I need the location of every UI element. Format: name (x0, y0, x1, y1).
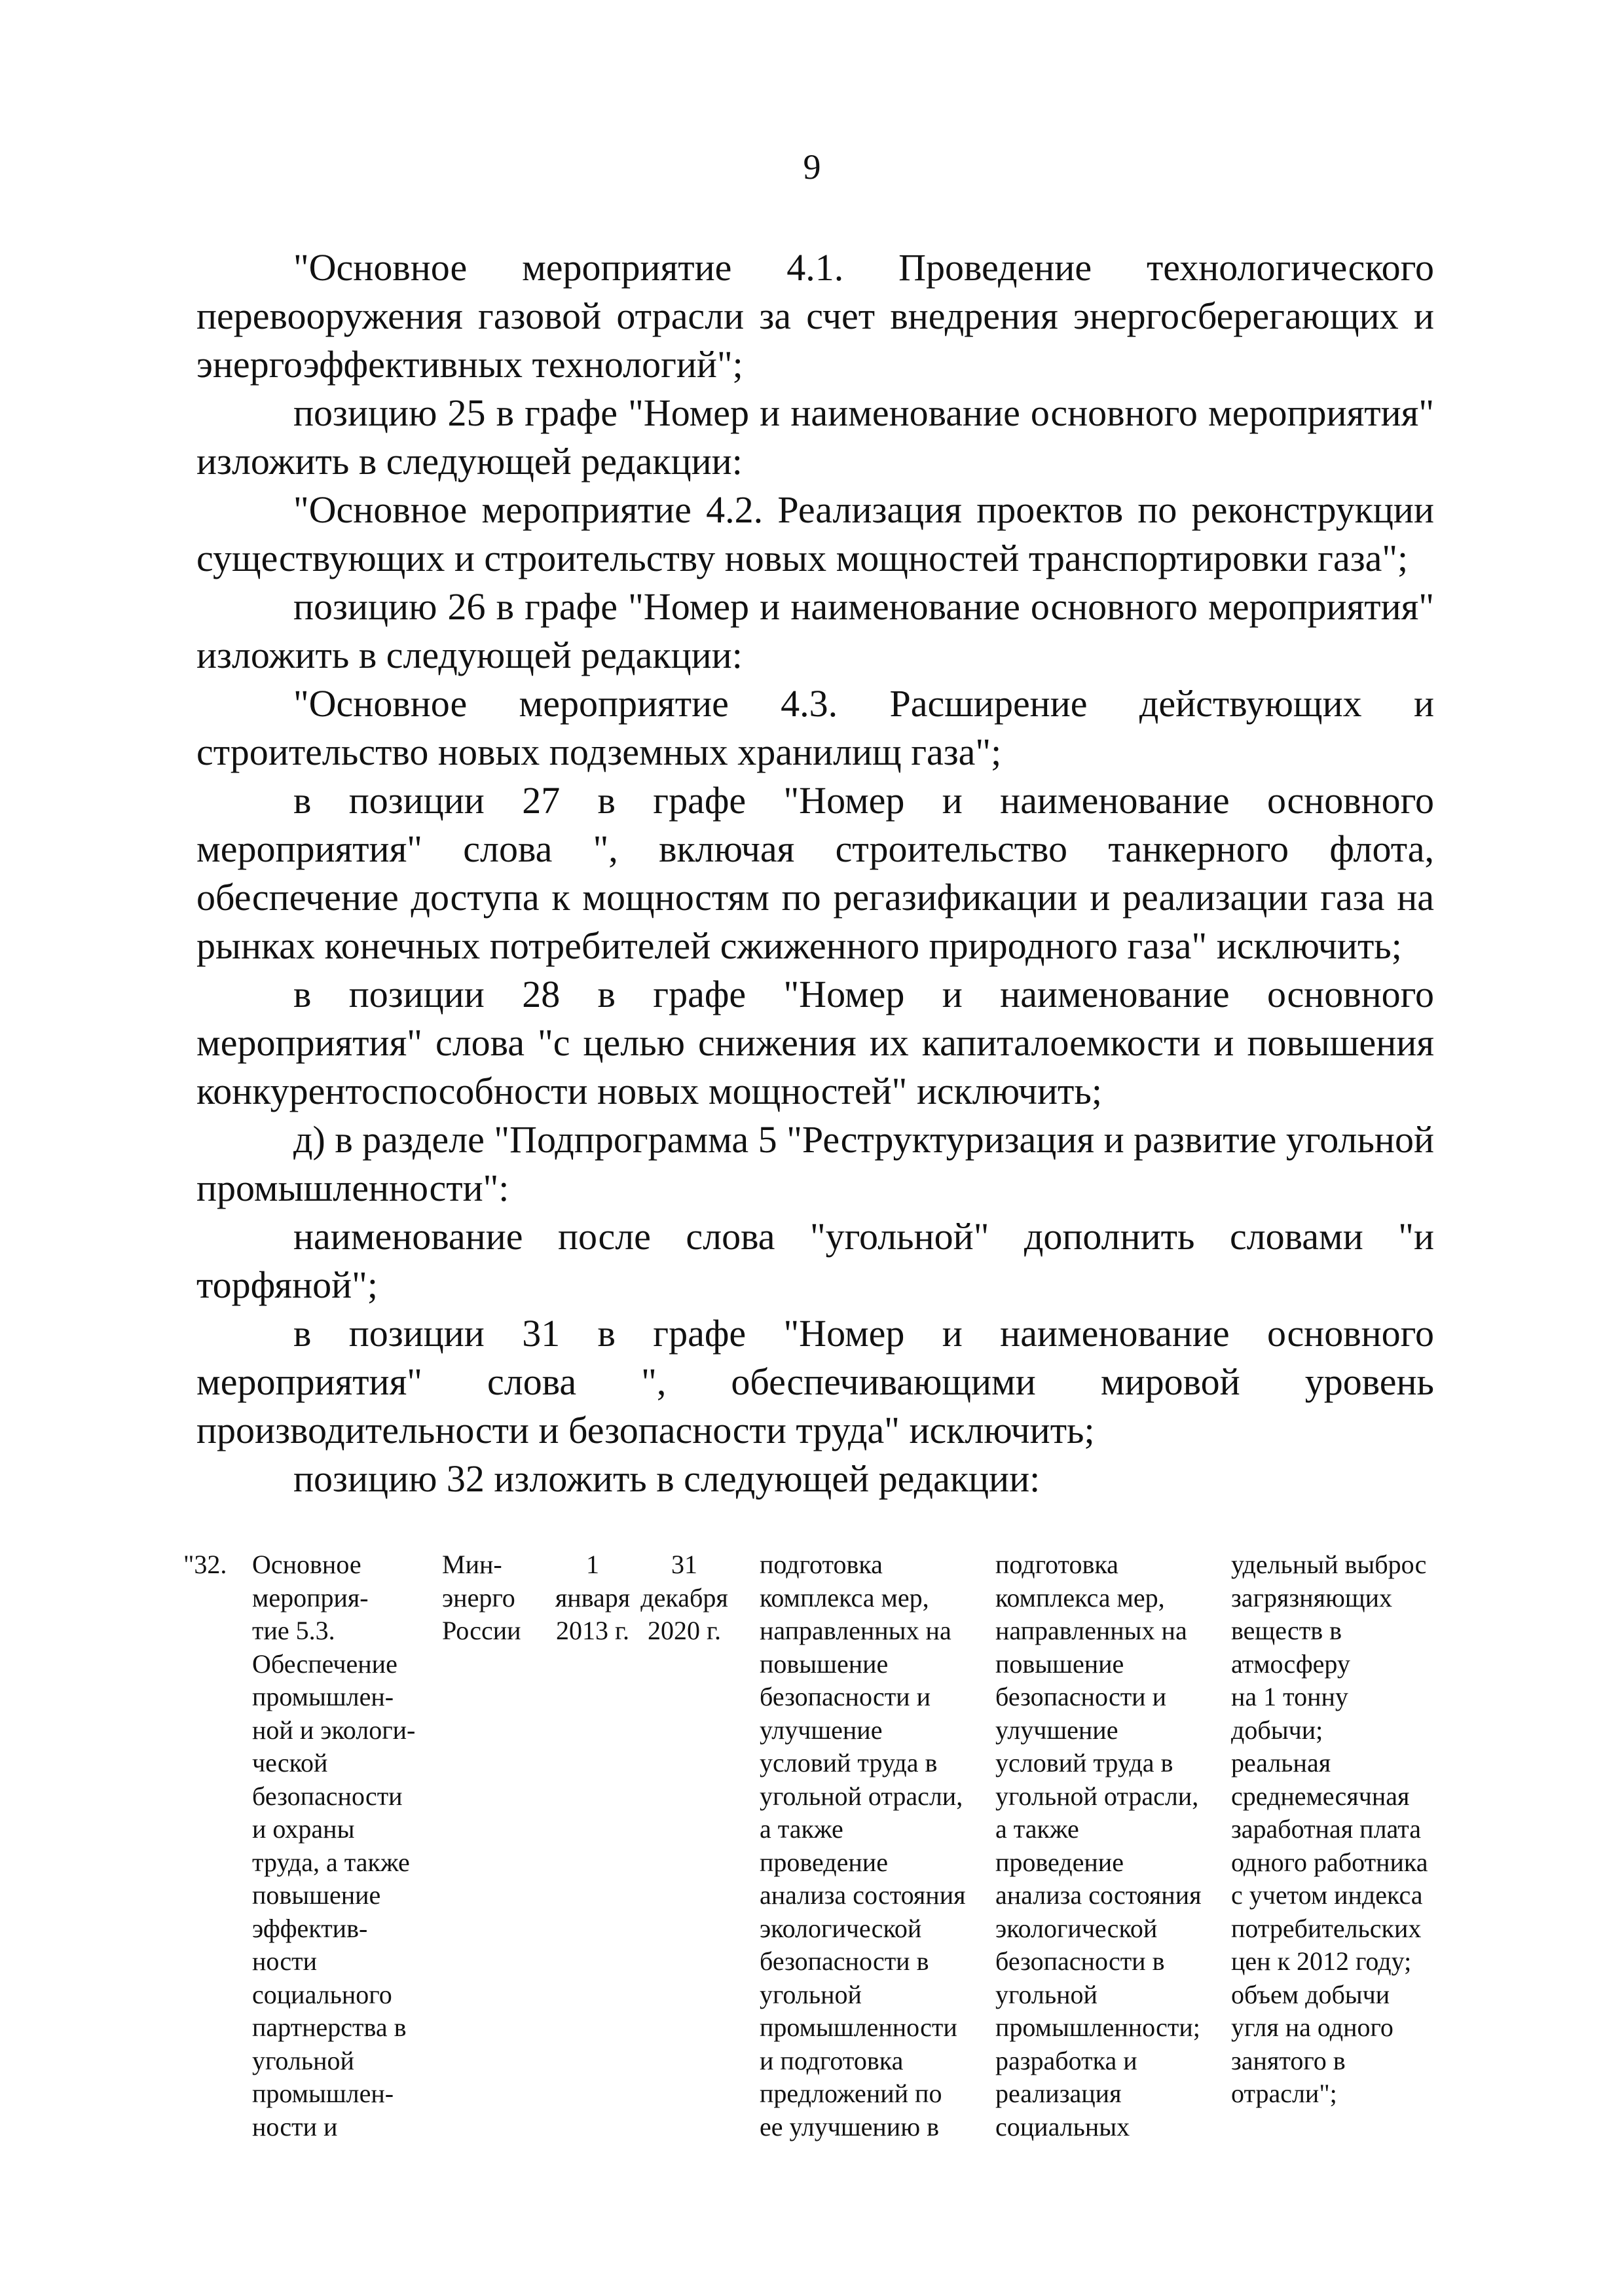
page-number: 9 (803, 147, 821, 187)
paragraph: наименование после слова "угольной" дополнить словами "и торфяной"; (196, 1215, 1434, 1306)
table-cell-indicators: удельный выброс загрязняющих веществ в атмосферу на 1 тонну добычи; реальная среднемесячная заработная плата одного работника с учетом индекса потребительских цен к 2012 году; объем добычи угля на одного занятого в отрасли"; (1231, 1550, 1428, 2108)
paragraph: в позиции 28 в графе "Номер и наименование основного мероприятия" слова "с целью снижения их капиталоемкости и повышения конкурентоспособности новых мощностей" исключить; (196, 973, 1434, 1112)
paragraph: позицию 32 изложить в следующей редакции: (293, 1457, 1041, 1500)
table-cell-start-date: 1 января 2013 г. (555, 1550, 631, 1645)
table-cell-measure-name: Основное мероприя- тие 5.3. Обеспечение промышлен- ной и экологи- ческой безопасности и охраны труда, а также повышение эффектив- ности социального партнерства в угольной промышлен- ности и (252, 1550, 416, 2141)
paragraph: позицию 26 в графе "Номер и наименование основного мероприятия" изложить в следующей редакции: (196, 585, 1434, 676)
paragraph: "Основное мероприятие 4.1. Проведение технологического перевооружения газовой отрасли за счет внедрения энергосберегающих и энергоэффективных технологий"; (196, 246, 1434, 386)
paragraph: "Основное мероприятие 4.3. Расширение действующих и строительство новых подземных хранилищ газа"; (196, 682, 1434, 773)
table-cell-number: "32. (183, 1550, 227, 1579)
paragraph: в позиции 31 в графе "Номер и наименование основного мероприятия" слова ", обеспечивающими мировой уровень производительности и безопасности труда" исключить; (196, 1312, 1434, 1451)
paragraph: в позиции 27 в графе "Номер и наименование основного мероприятия" слова ", включая строительство танкерного флота, обеспечение доступа к мощностям по регазификации и реализации газа на рынках конечных потребителей сжиженного природного газа" исключить; (196, 779, 1434, 967)
paragraph: позицию 25 в графе "Номер и наименование основного мероприятия" изложить в следующей редакции: (196, 392, 1434, 483)
table-cell-consequences: подготовка комплекса мер, направленных на повышение безопасности и улучшение условий труда в угольной отрасли, а также проведение анализа состояния экологической безопасности в угольной промышленности; разработка и реализация социальных (995, 1550, 1202, 2141)
paragraph: "Основное мероприятие 4.2. Реализация проектов по реконструкции существующих и строительству новых мощностей транспортировки газа"; (196, 488, 1434, 579)
document-body (196, 244, 1434, 1503)
table-cell-end-date: 31 декабря 2020 г. (640, 1550, 728, 1645)
table-cell-executor: Мин- энерго России (442, 1550, 521, 1645)
paragraph: д) в разделе "Подпрограмма 5 "Реструктуризация и развитие угольной промышленности": (196, 1118, 1434, 1209)
table-cell-expected-result: подготовка комплекса мер, направленных на повышение безопасности и улучшение условий труда в угольной отрасли, а также проведение анализа состояния экологической безопасности в угольной промышленности и подготовка предложений по ее улучшению в (760, 1550, 966, 2141)
